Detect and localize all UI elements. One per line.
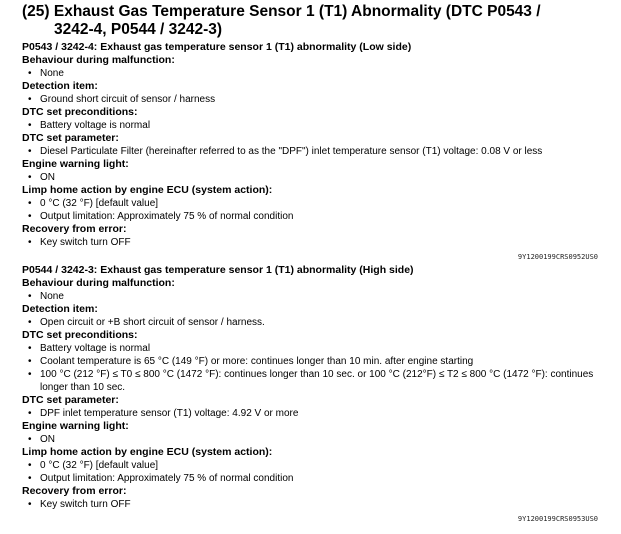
list-item: • ON: [22, 433, 612, 446]
limp-home-list: [22, 459, 612, 485]
behaviour-list: [22, 67, 612, 80]
warning-light-label: Engine warning light:: [22, 158, 129, 170]
recovery-list: [22, 236, 612, 249]
warning-light-list: [22, 171, 612, 184]
limp-home-label: Limp home action by engine ECU (system action):: [22, 446, 273, 458]
document-page: [22, 0, 612, 525]
section-heading: P0544 / 3242-3: Exhaust gas temperature sensor 1 (T1) abnormality (High side): [22, 264, 414, 276]
warning-light-list: [22, 433, 612, 446]
detection-label: Detection item:: [22, 80, 98, 92]
list-item: • Output limitation: Approximately 75 % of normal condition: [22, 210, 612, 223]
list-item: • Output limitation: Approximately 75 % of normal condition: [22, 472, 612, 485]
preconditions-list: [22, 342, 612, 394]
dtc-section-high-side: [22, 264, 612, 524]
dtc-section-low-side: [22, 41, 612, 262]
list-item: • 100 °C (212 °F) ≤ T0 ≤ 800 °C (1472 °F): continues longer than 10 sec. or 100 °C (212°F) ≤ T2 ≤ 800 °C (1472 °F): continues longer than 10 sec.: [22, 368, 612, 394]
list-item: • ON: [22, 171, 612, 184]
list-item: • None: [22, 67, 612, 80]
parameter-list: [22, 407, 612, 420]
warning-light-label: Engine warning light:: [22, 420, 129, 432]
reference-code: 9Y1200199CRS0953US0: [517, 515, 598, 523]
detection-list: [22, 316, 612, 329]
preconditions-list: [22, 119, 612, 132]
list-item: • Key switch turn OFF: [22, 236, 612, 249]
title-line-1: (25) Exhaust Gas Temperature Sensor 1 (T1) Abnormality (DTC P0543 /: [22, 3, 541, 20]
recovery-label: Recovery from error:: [22, 223, 127, 235]
section-heading: P0543 / 3242-4: Exhaust gas temperature sensor 1 (T1) abnormality (Low side): [22, 41, 412, 53]
list-item: • Key switch turn OFF: [22, 498, 612, 511]
title-line-2: 3242-4, P0544 / 3242-3): [54, 21, 223, 38]
list-item: • Open circuit or +B short circuit of sensor / harness.: [22, 316, 612, 329]
parameter-label: DTC set parameter:: [22, 132, 119, 144]
limp-home-label: Limp home action by engine ECU (system action):: [22, 184, 273, 196]
list-item: • DPF inlet temperature sensor (T1) voltage: 4.92 V or more: [22, 407, 612, 420]
behaviour-label: Behaviour during malfunction:: [22, 54, 175, 66]
list-item: • 0 °C (32 °F) [default value]: [22, 459, 612, 472]
detection-list: [22, 93, 612, 106]
limp-home-list: [22, 197, 612, 223]
recovery-label: Recovery from error:: [22, 485, 127, 497]
parameter-list: [22, 145, 612, 158]
preconditions-label: DTC set preconditions:: [22, 106, 138, 118]
document-title: [22, 3, 612, 39]
detection-label: Detection item:: [22, 303, 98, 315]
list-item: • 0 °C (32 °F) [default value]: [22, 197, 612, 210]
list-item: • None: [22, 290, 612, 303]
behaviour-label: Behaviour during malfunction:: [22, 277, 175, 289]
behaviour-list: [22, 290, 612, 303]
list-item: • Battery voltage is normal: [22, 119, 612, 132]
recovery-list: [22, 498, 612, 511]
list-item: • Battery voltage is normal: [22, 342, 612, 355]
list-item: • Diesel Particulate Filter (hereinafter referred to as the "DPF") inlet temperature sensor (T1) voltage: 0.08 V or less: [22, 145, 612, 158]
parameter-label: DTC set parameter:: [22, 394, 119, 406]
list-item: • Ground short circuit of sensor / harness: [22, 93, 612, 106]
reference-code: 9Y1200199CRS0952US0: [517, 253, 598, 261]
preconditions-label: DTC set preconditions:: [22, 329, 138, 341]
list-item: • Coolant temperature is 65 °C (149 °F) or more: continues longer than 10 min. after engine starting: [22, 355, 612, 368]
